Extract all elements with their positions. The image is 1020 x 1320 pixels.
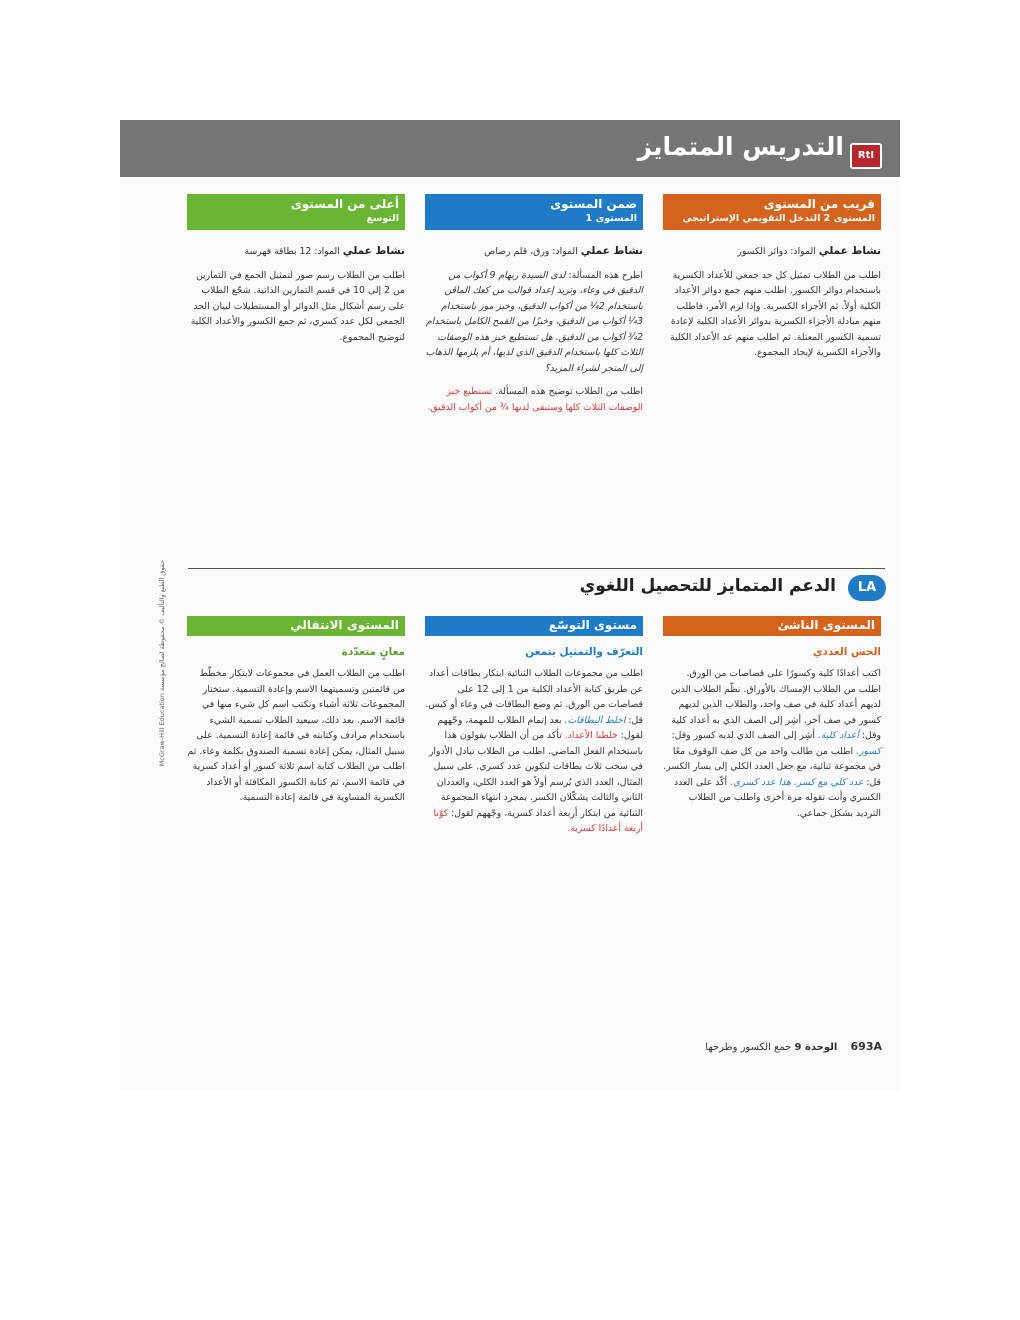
problem-text: لدى السيدة ريهام 9 أكواب من الدقيق في وعاء، وتريد إعداد قوالب من كعك الماڤن باستخدام 2¼ من أكواب الدقيق، وخبز موز باستخدام 3¼ أكواب من الدقيق، وخبزًا من القمح الكامل باستخدام 2¾ أكواب من الدقيق. هل تستطيع خبز هذه الوصفات الثلاث كلها باستخدام الدقيق الذي لديها، أم يلزمها الذهاب إلى المتجر لشراء المزيد؟ bbox=[425, 269, 643, 374]
section-divider bbox=[188, 568, 885, 569]
page bbox=[120, 120, 900, 1090]
column-body bbox=[663, 244, 881, 361]
column-body: اطلب من مجموعات الطلاب الثنائية ابتكار بطاقات أعداد عن طريق كتابة الأعداد الكلية من 1 إلى 12 على قصاصات من الورق. ثم وضع البطاقات في وعاء أو كيس. قل: اخلط البطاقات. بعد إتمام الطلاب للمهمة، وجّههم لقول: خلطنا الأعداد. تأكد من أن الطلاب يقولون هذا باستخدام الفعل الماضي. اطلب من الطلاب تبادل الأدوار في سحب ثلاث بطاقات لتكوين عدد كسري. على سبيل المثال، العدد الذي يُرسم أولاً هو العدد الكلي، والعددان الثاني والثالث يشكّلان الكسر. بمجرد انتهاء المجموعة الثنائية من ابتكار أربعة أعداد كسرية، وجّههم لقول: كوّنا أربعة أعدادًا كسرية. bbox=[425, 668, 643, 834]
column-body bbox=[425, 244, 643, 415]
unit-number: الوحدة 9 bbox=[794, 1042, 838, 1053]
activity-text: اطلب من الطلاب رسم صور لتمثيل الجمع في التمارين من 2 إلى 10 في قسم التمارين الذاتية. شجّع الطلاب على رسم أشكال مثل الدوائر أو المستطيلات لبيان الحد الجمعي لكل عدد كسري، ثم جمع الكسور والأعداد الكلية لتوضيح المجموع. bbox=[190, 269, 405, 343]
materials: المواد: 12 بطاقة فهرسة bbox=[244, 246, 340, 257]
la-badge: LA bbox=[848, 575, 886, 601]
la-section-title: الدعم المتمايز للتحصيل اللغوي bbox=[579, 576, 836, 596]
page-title: التدريس المتمايز bbox=[637, 132, 844, 161]
column-header: أعلى من المستوى التوسع bbox=[187, 194, 405, 230]
column-bridging-level bbox=[187, 616, 405, 814]
activity-label: نشاط عملي bbox=[580, 245, 643, 257]
column-body: اطلب من الطلاب العمل في مجموعات لابتكار مخطّط من قائمتين وتسميتهما الاسم وإعادة التسمية. ستختار المجموعات ثلاثة أشياء وتكتب اسم كل شيء منها في قائمة الاسم. بعد ذلك، سيعيد الطلاب تسمية الشيء باستخدام مرادف وكتابته في قائمة إعادة التسمية. على سبيل المثال، يمكن إعادة تسمية الصندوق بكلمة وعاء. ثم اطلب من الطلاب كتابة اسم ثلاثة كسور أو أعداد كسرية في قائمة الاسم، ثم كتابة الكسور المكافئة أو الأعداد الكسرية المساوية في قائمة إعادة التسمية. bbox=[187, 668, 405, 803]
copyright-note: حقوق الطبع والتأليف © محفوظة لصالح مؤسسة McGraw-Hill Education bbox=[158, 560, 166, 767]
column-expanding-level bbox=[425, 616, 643, 845]
materials: المواد: ورق، قلم رصاص bbox=[484, 246, 578, 257]
column-approaching-level bbox=[663, 194, 881, 369]
column-emerging-level bbox=[663, 616, 881, 829]
column-subtitle: التعرّف والتمثيل بتمعن bbox=[525, 646, 643, 658]
column-header: ضمن المستوى المستوى 1 bbox=[425, 194, 643, 230]
answer-text: تستطيع خبز الوصفات الثلاث كلها وستبقى لديها ¾ من أكواب الدقيق. bbox=[427, 386, 643, 413]
column-header: المستوى الانتقالي bbox=[187, 616, 405, 636]
materials: المواد: دوائر الكسور bbox=[737, 246, 816, 257]
page-number: 693A bbox=[850, 1040, 882, 1053]
column-body bbox=[187, 244, 405, 345]
unit-title: جمع الكسور وطرحها bbox=[705, 1042, 792, 1053]
column-on-level bbox=[425, 194, 643, 423]
column-header: قريب من المستوى المستوى 2 التدخل التقويمي الإستراتيجي bbox=[663, 194, 881, 230]
activity-label: نشاط عملي bbox=[818, 245, 881, 257]
activity-text: اطلب من الطلاب تمثيل كل حد جمعي للأعداد الكسرية باستخدام دوائر الكسور. اطلب منهم جمع دوائر الأعداد الكلية أولاً. ثم الأجزاء الكسرية. وإذا لزم الأمر، فاطلب منهم مبادلة الأجزاء الكسرية بدوائر الأعداد الكلية لإعادة تسمية الكسور المعتلة. ثم اطلب منهم عد الأعداد الكلية والأجزاء الكسرية لإيجاد المجموع. bbox=[669, 269, 881, 358]
column-beyond-level bbox=[187, 194, 405, 353]
rti-badge: RtI bbox=[850, 143, 882, 169]
column-header: مستوى التوسّع bbox=[425, 616, 643, 636]
column-body: اكتب أعدادًا كلية وكسورًا على قصاصات من الورق. اطلب من الطلاب الإمساك بالأوراق. نظّم الطلاب الذين لديهم أعداد كلية في صف واحد، والطلاب الذين لديهم كسور في صف آخر. أشِر إلى الصف الذي به أعداد كلية وقل: أعداد كلية. أشِر إلى الصف الذي لديه كسور وقل: كسور. اطلب من طالب واحد من كل صف الوقوف معًا في مجموعة ثنائية، مع جعل العدد الكلي إلى يسار الكسر. قل: عدد كلي مع كسر. هذا عدد كسري. أكّد على العدد الكسري وأنت تقوله مرة أخرى واطلب من الطلاب الترديد بشكل جماعي. bbox=[663, 668, 881, 819]
column-subtitle: الحس العددي bbox=[812, 646, 881, 658]
problem-intro: اطرح هذه المسألة: bbox=[568, 269, 643, 281]
column-subtitle: معانٍ متعدّدة bbox=[341, 646, 405, 658]
header-banner bbox=[120, 120, 900, 177]
page-footer bbox=[705, 1040, 882, 1053]
answer-intro: اطلب من الطلاب توضيح هذه المسألة. bbox=[495, 386, 643, 397]
activity-label: نشاط عملي bbox=[342, 245, 405, 257]
column-header: المستوى الناشئ bbox=[663, 616, 881, 636]
